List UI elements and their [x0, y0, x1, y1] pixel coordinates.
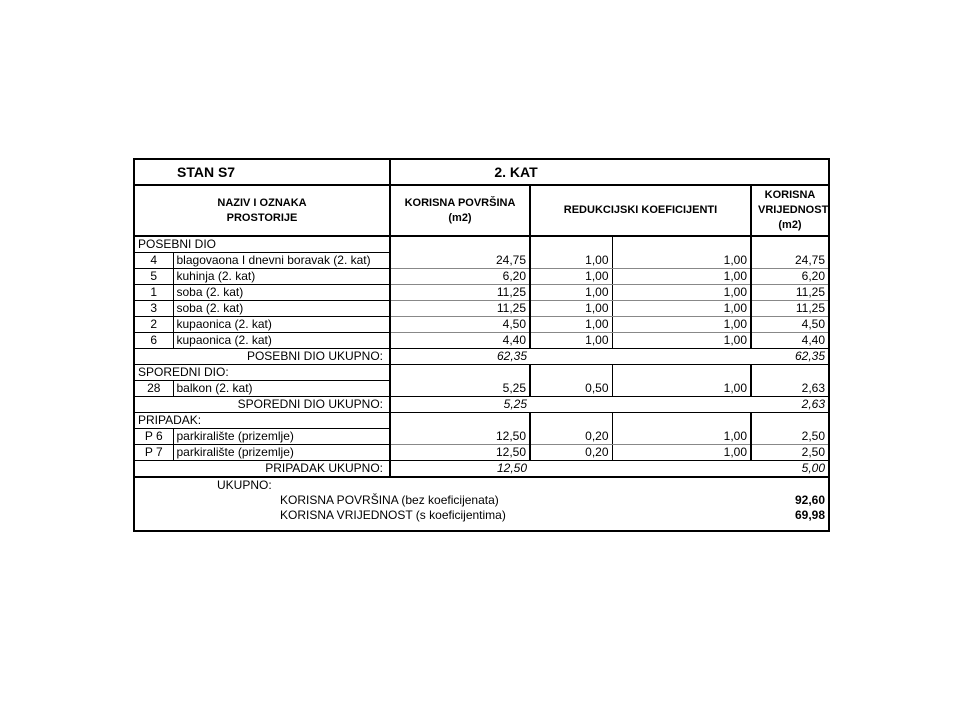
section-title: SPOREDNI DIO: — [135, 365, 390, 381]
room-number: 28 — [135, 381, 173, 397]
col-name-header: NAZIV I OZNAKA PROSTORIJE — [135, 185, 390, 236]
room-number: 3 — [135, 301, 173, 317]
room-coef-2: 1,00 — [612, 269, 751, 285]
col-value-header: KORISNA VRIJEDNOST (m2) — [751, 185, 828, 236]
section-total-area: 12,50 — [390, 461, 530, 478]
area-table-sheet — [133, 158, 830, 532]
room-value: 4,40 — [751, 333, 828, 349]
room-name: kupaonica (2. kat) — [173, 317, 390, 333]
section-total-value: 5,00 — [751, 461, 828, 478]
room-number: 2 — [135, 317, 173, 333]
section-title-row — [135, 413, 828, 429]
room-coef-1: 0,50 — [530, 381, 612, 397]
room-coef-1: 1,00 — [530, 333, 612, 349]
room-number: P 6 — [135, 429, 173, 445]
section-total-value: 62,35 — [751, 349, 828, 365]
room-name: soba (2. kat) — [173, 301, 390, 317]
section-total-label: PRIPADAK UKUPNO: — [135, 461, 390, 478]
room-area: 24,75 — [390, 253, 530, 269]
room-coef-2: 1,00 — [612, 285, 751, 301]
room-coef-1: 1,00 — [530, 285, 612, 301]
room-number: 5 — [135, 269, 173, 285]
room-value: 6,20 — [751, 269, 828, 285]
room-coef-2: 1,00 — [612, 445, 751, 461]
room-name: blagovaona I dnevni boravak (2. kat) — [173, 253, 390, 269]
unit-title: STAN S7 — [135, 160, 390, 185]
room-coef-1: 1,00 — [530, 301, 612, 317]
table-row — [135, 269, 828, 285]
room-area: 4,50 — [390, 317, 530, 333]
room-number: P 7 — [135, 445, 173, 461]
floor-title: 2. KAT — [390, 160, 828, 185]
title-row — [135, 160, 828, 185]
section-total-label: POSEBNI DIO UKUPNO: — [135, 349, 390, 365]
section-total-row — [135, 397, 828, 413]
room-coef-1: 1,00 — [530, 269, 612, 285]
room-coef-2: 1,00 — [612, 301, 751, 317]
room-coef-1: 1,00 — [530, 317, 612, 333]
room-number: 1 — [135, 285, 173, 301]
summary-title-row — [135, 477, 828, 493]
table-row — [135, 285, 828, 301]
area-table — [135, 160, 828, 523]
section-total-label: SPOREDNI DIO UKUPNO: — [135, 397, 390, 413]
room-value: 11,25 — [751, 285, 828, 301]
room-name: parkiralište (prizemlje) — [173, 445, 390, 461]
room-number: 6 — [135, 333, 173, 349]
room-area: 12,50 — [390, 429, 530, 445]
room-area: 11,25 — [390, 301, 530, 317]
room-name: balkon (2. kat) — [173, 381, 390, 397]
section-total-value: 2,63 — [751, 397, 828, 413]
section-total-area: 62,35 — [390, 349, 530, 365]
room-name: kupaonica (2. kat) — [173, 333, 390, 349]
summary-title: UKUPNO: — [135, 477, 828, 493]
room-value: 2,50 — [751, 429, 828, 445]
room-number: 4 — [135, 253, 173, 269]
room-name: soba (2. kat) — [173, 285, 390, 301]
table-row — [135, 317, 828, 333]
room-value: 2,50 — [751, 445, 828, 461]
room-area: 5,25 — [390, 381, 530, 397]
table-row — [135, 301, 828, 317]
room-name: parkiralište (prizemlje) — [173, 429, 390, 445]
room-coef-2: 1,00 — [612, 317, 751, 333]
section-total-row — [135, 349, 828, 365]
summary-value-value: 69,98 — [794, 508, 825, 522]
summary-value-label: KORISNA VRIJEDNOST (s koeficijentima) — [280, 508, 506, 522]
summary-area-row — [135, 493, 828, 508]
section-title-row — [135, 365, 828, 381]
col-area-header: KORISNA POVRŠINA (m2) — [390, 185, 530, 236]
room-value: 4,50 — [751, 317, 828, 333]
room-value: 11,25 — [751, 301, 828, 317]
table-row — [135, 333, 828, 349]
table-row — [135, 429, 828, 445]
room-area: 4,40 — [390, 333, 530, 349]
room-coef-2: 1,00 — [612, 253, 751, 269]
table-row — [135, 445, 828, 461]
room-name: kuhinja (2. kat) — [173, 269, 390, 285]
room-value: 2,63 — [751, 381, 828, 397]
table-row — [135, 381, 828, 397]
header-row — [135, 185, 828, 236]
room-area: 12,50 — [390, 445, 530, 461]
section-title-row — [135, 236, 828, 253]
room-coef-1: 0,20 — [530, 429, 612, 445]
room-coef-2: 1,00 — [612, 381, 751, 397]
room-coef-2: 1,00 — [612, 429, 751, 445]
section-title: POSEBNI DIO — [135, 236, 390, 253]
section-title: PRIPADAK: — [135, 413, 390, 429]
section-total-row — [135, 461, 828, 478]
room-coef-1: 0,20 — [530, 445, 612, 461]
room-value: 24,75 — [751, 253, 828, 269]
room-area: 11,25 — [390, 285, 530, 301]
table-row — [135, 253, 828, 269]
summary-area-value: 92,60 — [794, 493, 825, 507]
col-coef-header: REDUKCIJSKI KOEFICIJENTI — [530, 185, 751, 236]
room-coef-1: 1,00 — [530, 253, 612, 269]
summary-value-row — [135, 508, 828, 523]
room-area: 6,20 — [390, 269, 530, 285]
summary-area-label: KORISNA POVRŠINA (bez koeficijenata) — [280, 493, 499, 507]
section-total-area: 5,25 — [390, 397, 530, 413]
room-coef-2: 1,00 — [612, 333, 751, 349]
